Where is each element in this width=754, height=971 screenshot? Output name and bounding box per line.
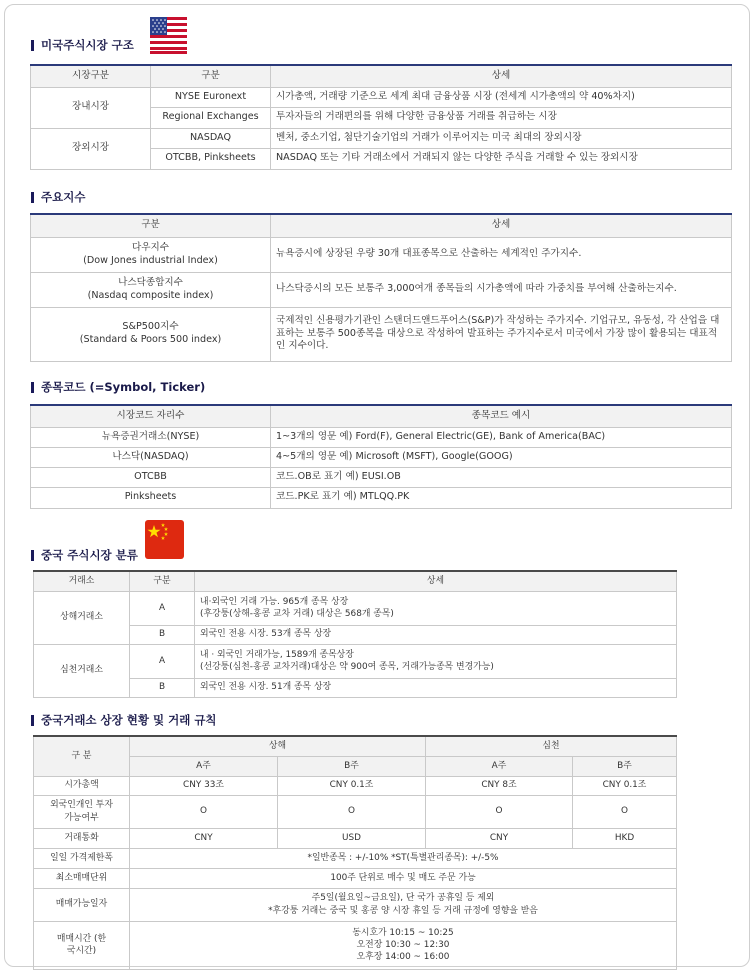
table-row — [31, 128, 732, 148]
table-cell: 시가총액, 거래량 기준으로 세계 최대 금융상품 시장 (전세계 시가총액의 약 40%차지) — [271, 87, 732, 107]
market-header: 상해 — [130, 736, 426, 756]
table-cell: OTCBB, Pinksheets — [151, 148, 271, 169]
table-header-row — [31, 214, 732, 237]
session-line: 오전장 10:30 ~ 12:30 — [356, 939, 450, 950]
share-type-header: A주 — [426, 756, 573, 776]
table-cell: O — [573, 795, 677, 828]
index-english-name: (Nasdaq composite index) — [87, 289, 214, 301]
detail-cell: 외국인 전용 시장. 51개 종목 상장 — [195, 678, 677, 697]
column-header: 종목코드 예시 — [271, 405, 732, 427]
share-type-header: A주 — [130, 756, 278, 776]
table-header-row — [34, 736, 677, 756]
table-cell: HKD — [573, 828, 677, 848]
index-name-cell — [31, 272, 271, 307]
section-title-text: 주요지수 — [41, 190, 86, 204]
china-trading-rules-table — [33, 735, 677, 970]
table-row — [31, 487, 732, 508]
index-name-cell — [31, 307, 271, 361]
column-header: 구 분 — [34, 736, 130, 776]
detail-line: (후강퉁(상해-홍콩 교차 거래) 대상은 568개 종목) — [200, 609, 394, 619]
table-cell: NASDAQ — [151, 128, 271, 148]
table-cell — [130, 888, 677, 921]
table-cell: 코드.PK로 표기 예) MTLQQ.PK — [271, 487, 732, 508]
section-title-text: 중국거래소 상장 현황 및 거래 규칙 — [41, 713, 217, 727]
table-cell: CNY 8조 — [426, 776, 573, 795]
index-name: 다우지수 — [131, 241, 170, 253]
title-bar-icon — [31, 382, 34, 393]
table-cell — [130, 921, 677, 969]
section-title-ticker — [31, 379, 205, 395]
major-indices-table — [30, 213, 732, 362]
table-row — [31, 87, 732, 107]
row-label: 일일 가격제한폭 — [34, 848, 130, 868]
table-row — [34, 625, 677, 644]
detail-line: 내·외국인 거래 가능. 965개 종목 상장 — [200, 596, 349, 607]
market-group-cell: 장외시장 — [31, 128, 151, 169]
column-header: 구분 — [151, 65, 271, 87]
table-row — [31, 307, 732, 361]
table-cell: A — [130, 591, 195, 625]
market-group-cell: 장내시장 — [31, 87, 151, 128]
china-flag-icon — [145, 520, 184, 559]
us-flag-icon — [150, 17, 187, 54]
share-type-header: B주 — [278, 756, 426, 776]
section-title-text: 중국 주식시장 분류 — [41, 548, 138, 562]
column-header: 시장구분 — [31, 65, 151, 87]
section-title-china-rules — [31, 712, 217, 728]
title-bar-icon — [31, 550, 34, 561]
table-cell: 1~3개의 영문 예) Ford(F), General Electric(GE), Bank of America(BAC) — [271, 427, 732, 447]
row-label: 거래통화 — [34, 828, 130, 848]
table-cell: B — [130, 678, 195, 697]
section-title-text: 종목코드 (=Symbol, Ticker) — [41, 380, 206, 394]
section-title-china-structure — [31, 547, 138, 563]
table-cell: 국제적인 신용평가기관인 스탠더드앤드푸어스(S&P)가 작성하는 주가지수. 기업규모, 유동성, 각 산업을 대표하는 보통주 500종목을 대상으로 작성하여 발표하는 주가지수로서 미국에서 가장 많이 활용되는 대표적인 지수이다. — [271, 307, 732, 361]
table-cell: 나스닥(NASDAQ) — [31, 447, 271, 467]
section-title-text: 미국주식시장 구조 — [41, 38, 134, 52]
table-cell: O — [426, 795, 573, 828]
index-name: S&P500지수 — [122, 321, 179, 333]
detail-line: (선강퉁(심천-홍콩 교차거래)대상은 약 900여 종목, 거래가능종목 변경가능) — [200, 662, 494, 672]
table-header-row — [34, 756, 677, 776]
index-english-name: (Dow Jones industrial Index) — [83, 254, 218, 266]
table-cell: OTCBB — [31, 467, 271, 487]
table-row — [34, 848, 677, 868]
table-cell: O — [278, 795, 426, 828]
title-bar-icon — [31, 40, 34, 51]
title-bar-icon — [31, 192, 34, 203]
table-cell: NYSE Euronext — [151, 87, 271, 107]
index-english-name: (Standard & Poors 500 index) — [79, 334, 222, 345]
column-header: 상세 — [271, 214, 732, 237]
table-cell: *일반종목 : +/-10% *ST(특별관리종목): +/-5% — [130, 848, 677, 868]
detail-line: *후강퉁 거래는 중국 및 홍콩 양 시장 휴일 등 거래 규정에 영향을 받음 — [268, 905, 538, 916]
table-cell: CNY 0.1조 — [573, 776, 677, 795]
column-header: 시장코드 자리수 — [31, 405, 271, 427]
table-cell: 나스닥증시의 모든 보통주 3,000여개 종목들의 시가총액에 따라 가중치를 부여해 산출하는지수. — [271, 272, 732, 307]
index-name: 나스닥종합지수 — [118, 276, 183, 288]
table-row — [31, 447, 732, 467]
share-type-header: B주 — [573, 756, 677, 776]
column-header: 거래소 — [34, 571, 130, 591]
row-label: 매매가능일자 — [34, 888, 130, 921]
table-cell: CNY 0.1조 — [278, 776, 426, 795]
table-row — [34, 591, 677, 625]
column-header: 상세 — [271, 65, 732, 87]
row-label: 매매시간 (한국시간) — [34, 921, 130, 969]
table-row — [31, 427, 732, 447]
china-market-table — [33, 570, 677, 698]
exchange-group-cell: 심천거래소 — [34, 644, 130, 697]
table-header-row — [31, 65, 732, 87]
row-label: 시가총액 — [34, 776, 130, 795]
session-line: 동시호가 10:15 ~ 10:25 — [352, 927, 454, 938]
section-title-indices — [31, 189, 85, 205]
table-row — [34, 678, 677, 697]
section-title-us-structure — [31, 37, 134, 53]
table-header-row — [31, 405, 732, 427]
table-row — [34, 828, 677, 848]
exchange-group-cell: 상해거래소 — [34, 591, 130, 644]
detail-cell — [195, 591, 677, 625]
title-bar-icon — [31, 715, 34, 726]
table-cell: 4~5개의 영문 예) Microsoft (MSFT), Google(GOOG) — [271, 447, 732, 467]
table-cell: A — [130, 644, 195, 678]
table-row — [34, 776, 677, 795]
row-label: 외국인개인 투자가능여부 — [34, 795, 130, 828]
detail-cell — [195, 644, 677, 678]
table-cell: CNY — [130, 828, 278, 848]
table-row — [31, 237, 732, 272]
column-header: 구분 — [130, 571, 195, 591]
index-name-cell — [31, 237, 271, 272]
session-line: 오후장 14:00 ~ 16:00 — [356, 952, 450, 962]
table-cell: 투자자들의 거래편의를 위해 다양한 금융상품 거래를 취급하는 시장 — [271, 107, 732, 128]
table-cell: CNY — [426, 828, 573, 848]
column-header: 상세 — [195, 571, 677, 591]
table-row — [34, 868, 677, 888]
table-row — [31, 272, 732, 307]
table-row — [34, 644, 677, 678]
table-row — [34, 795, 677, 828]
table-cell: 100주 단위로 매수 및 매도 주문 가능 — [130, 868, 677, 888]
table-cell: USD — [278, 828, 426, 848]
us-market-structure-table — [30, 64, 732, 170]
table-cell: 뉴욕증권거래소(NYSE) — [31, 427, 271, 447]
detail-line: 내 · 외국인 거래가능, 1589개 종목상장 — [200, 649, 354, 660]
table-cell: Pinksheets — [31, 487, 271, 508]
table-cell: 코드.OB로 표기 예) EUSI.OB — [271, 467, 732, 487]
market-header: 심천 — [426, 736, 677, 756]
ticker-code-table — [30, 404, 732, 509]
table-cell: NASDAQ 또는 기타 거래소에서 거래되지 않는 다양한 주식을 거래할 수 있는 장외시장 — [271, 148, 732, 169]
table-header-row — [34, 571, 677, 591]
detail-cell: 외국인 전용 시장. 53개 종목 상장 — [195, 625, 677, 644]
detail-line: 주5일(월요일~금요일), 단 국가 공휴일 등 제외 — [311, 893, 495, 904]
table-row — [34, 921, 677, 969]
row-label: 최소매매단위 — [34, 868, 130, 888]
table-cell: B — [130, 625, 195, 644]
table-cell: 벤처, 중소기업, 첨단기술기업의 거래가 이루어지는 미국 최대의 장외시장 — [271, 128, 732, 148]
table-cell: CNY 33조 — [130, 776, 278, 795]
column-header: 구분 — [31, 214, 271, 237]
table-cell: 뉴욕증시에 상장된 우량 30개 대표종목으로 산출하는 세계적인 주가지수. — [271, 237, 732, 272]
table-row — [31, 467, 732, 487]
table-cell: O — [130, 795, 278, 828]
table-cell: Regional Exchanges — [151, 107, 271, 128]
table-row — [34, 888, 677, 921]
